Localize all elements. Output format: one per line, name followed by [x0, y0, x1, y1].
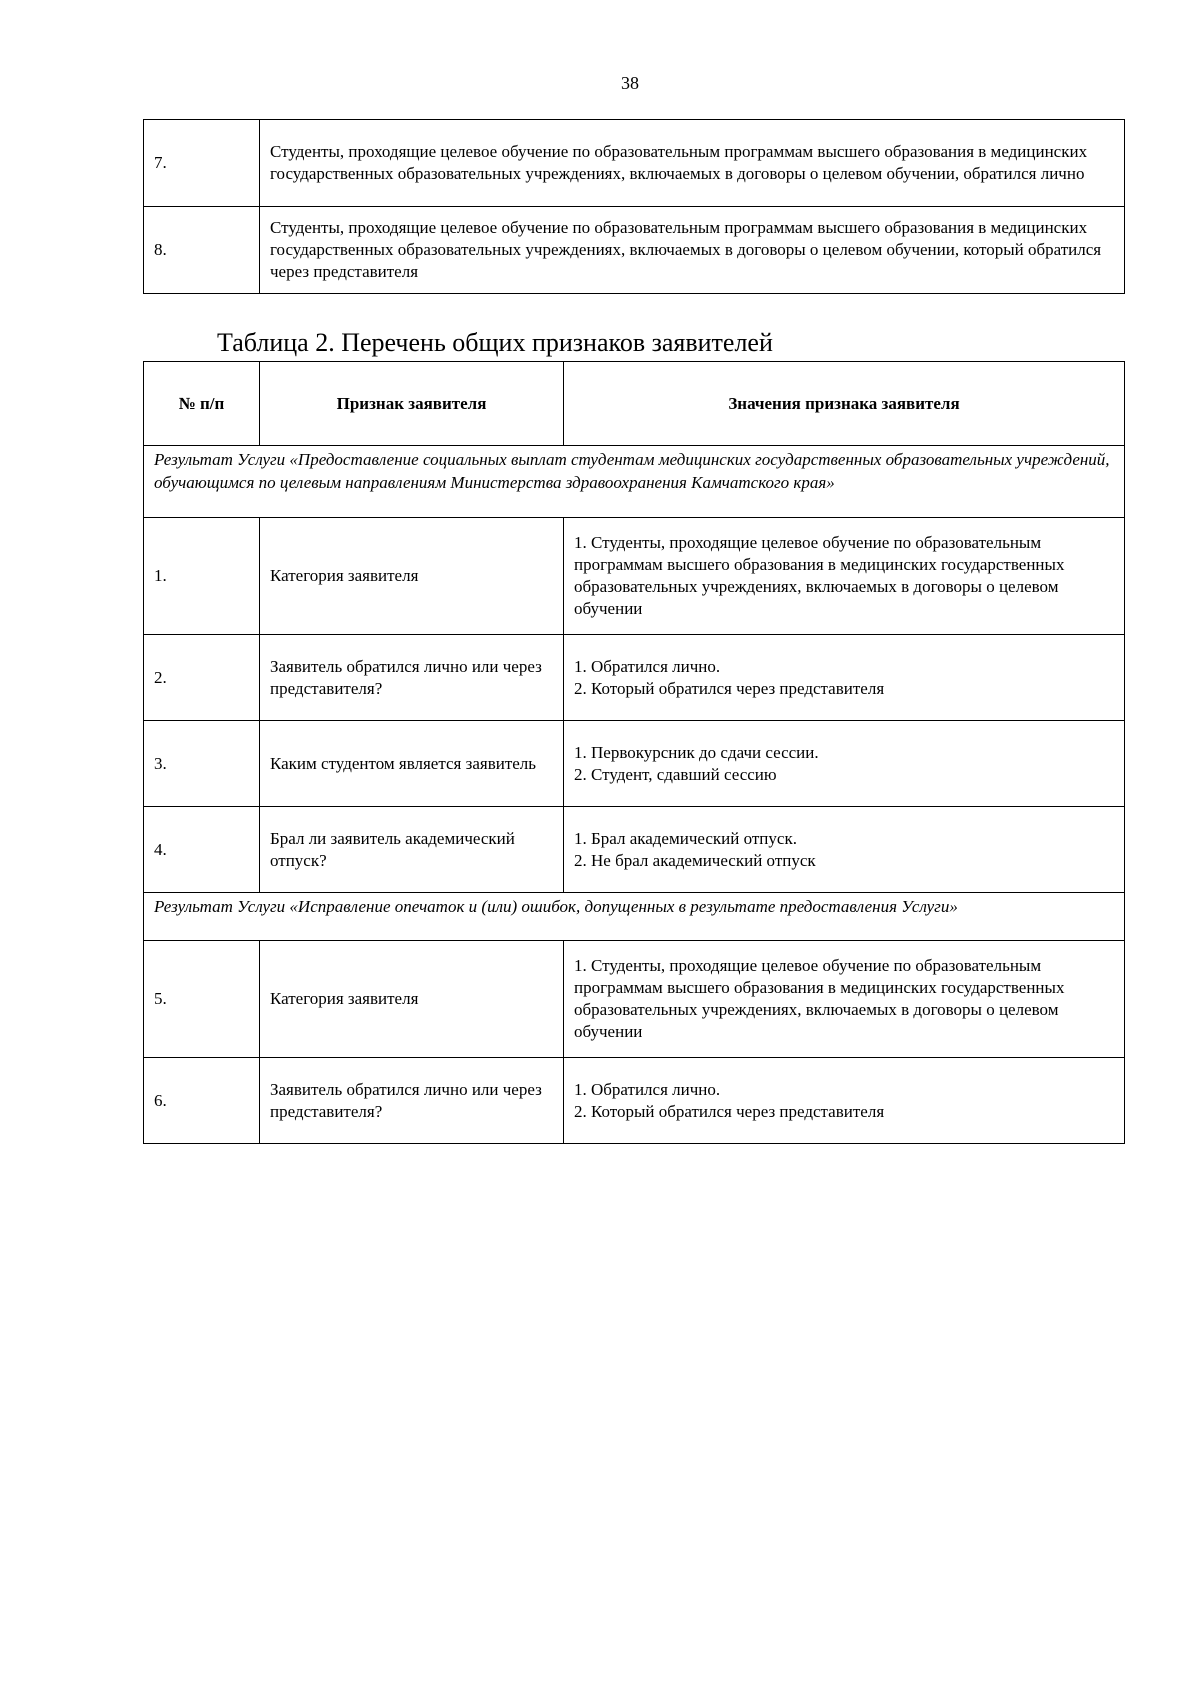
table-row: [144, 120, 1125, 207]
table-row: [144, 941, 1125, 1058]
row-number: 5.: [144, 941, 260, 1058]
value-item: 1. Первокурсник до сдачи сессии.: [574, 742, 819, 762]
row-feature: Заявитель обратился лично или через представителя?: [260, 635, 564, 721]
row-number: 4.: [144, 807, 260, 893]
row-values: [564, 721, 1125, 807]
table-title: Таблица 2. Перечень общих признаков заявителей: [217, 328, 773, 357]
row-values: [564, 518, 1125, 635]
value-item: 2. Который обратился через представителя: [574, 678, 885, 698]
table-row: [144, 807, 1125, 893]
header-feature: Признак заявителя: [260, 362, 564, 446]
row-values: [564, 635, 1125, 721]
table-row: [144, 721, 1125, 807]
page-number: 38: [621, 73, 639, 93]
section-title: Результат Услуги «Исправление опечаток и (или) ошибок, допущенных в результате предоставления Услуги»: [144, 893, 1125, 941]
row-text: Студенты, проходящие целевое обучение по образовательным программам высшего образования в медицинских государственных образовательных учреждениях, включаемых в договоры о целевом обучении, обратился лично: [260, 120, 1125, 207]
header-values: Значения признака заявителя: [564, 362, 1125, 446]
row-number: 8.: [144, 207, 260, 294]
section-row: [144, 446, 1125, 518]
row-number: 2.: [144, 635, 260, 721]
value-item: 1. Студенты, проходящие целевое обучение по образовательным программам высшего образования в медицинских государственных образовательных учреждениях, включаемых в договоры о целевом обучении: [574, 956, 1065, 1041]
row-feature: Категория заявителя: [260, 518, 564, 635]
row-values: [564, 807, 1125, 893]
row-values: [564, 941, 1125, 1058]
row-values: [564, 1058, 1125, 1144]
table-header-row: [144, 362, 1125, 446]
row-number: 1.: [144, 518, 260, 635]
header-number: № п/п: [144, 362, 260, 446]
value-item: 2. Студент, сдавший сессию: [574, 764, 777, 784]
value-item: 2. Который обратился через представителя: [574, 1101, 885, 1121]
row-number: 3.: [144, 721, 260, 807]
table-row: [144, 518, 1125, 635]
value-item: 1. Студенты, проходящие целевое обучение по образовательным программам высшего образования в медицинских государственных образовательных учреждениях, включаемых в договоры о целевом обучении: [574, 533, 1065, 618]
continued-applicant-table: [143, 119, 1125, 294]
applicant-features-table: [143, 361, 1125, 1144]
table-row: [144, 207, 1125, 294]
value-item: 1. Брал академический отпуск.: [574, 828, 797, 848]
row-text: Студенты, проходящие целевое обучение по образовательным программам высшего образования в медицинских государственных образовательных учреждениях, включаемых в договоры о целевом обучении, который обратился через представителя: [260, 207, 1125, 294]
value-item: 1. Обратился лично.: [574, 656, 721, 676]
section-row: [144, 893, 1125, 941]
row-feature: Брал ли заявитель академический отпуск?: [260, 807, 564, 893]
table-row: [144, 1058, 1125, 1144]
table-row: [144, 635, 1125, 721]
value-item: 1. Обратился лично.: [574, 1079, 721, 1099]
row-feature: Каким студентом является заявитель: [260, 721, 564, 807]
value-item: 2. Не брал академический отпуск: [574, 850, 816, 870]
row-feature: Заявитель обратился лично или через представителя?: [260, 1058, 564, 1144]
row-number: 7.: [144, 120, 260, 207]
row-number: 6.: [144, 1058, 260, 1144]
section-title: Результат Услуги «Предоставление социальных выплат студентам медицинских государственных образовательных учреждений, обучающимся по целевым направлениям Министерства здравоохранения Камчатского края»: [144, 446, 1125, 518]
row-feature: Категория заявителя: [260, 941, 564, 1058]
